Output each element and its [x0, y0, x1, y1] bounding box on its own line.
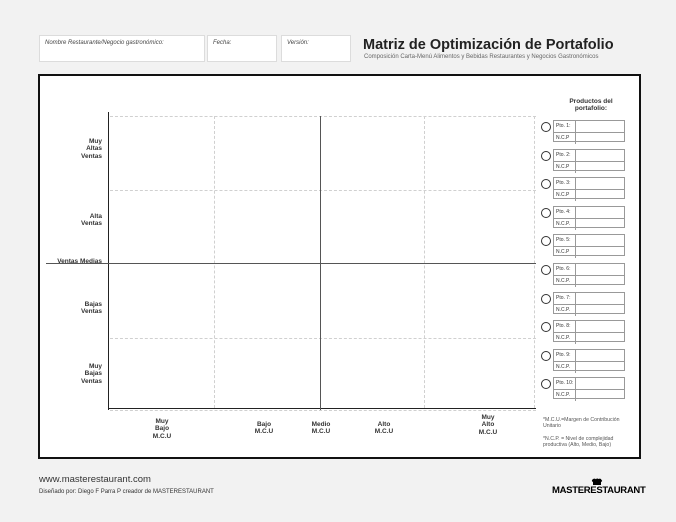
product-entry [540, 206, 628, 230]
website-link[interactable]: www.masterestaurant.com [39, 474, 151, 485]
grid-line [110, 190, 536, 191]
product-box [553, 206, 625, 228]
product-name-row[interactable] [554, 150, 624, 161]
restaurant-name-field[interactable] [39, 35, 205, 62]
product-ncp-label: N.C.P. [556, 392, 571, 399]
restaurant-name-label: Nombre Restaurante/Negocio gastronómico: [45, 40, 164, 46]
version-label: Versión: [287, 40, 309, 46]
product-ncp-label: N.C.P [556, 135, 570, 141]
product-name-row[interactable] [554, 378, 624, 389]
product-entry [540, 120, 628, 144]
grid-line [424, 116, 425, 408]
grid-line [110, 410, 536, 411]
products-heading: Productos del portafolio: [569, 98, 613, 113]
brand-logo: MASTERESTAURANT [552, 478, 638, 500]
y-axis-line [108, 112, 109, 410]
product-select-circle[interactable] [541, 236, 551, 246]
x-label-medium: Medio M.C.U [311, 421, 331, 436]
product-select-circle[interactable] [541, 208, 551, 218]
product-ncp-row[interactable] [554, 389, 624, 401]
x-label-low: Bajo M.C.U [254, 421, 274, 436]
product-entry [540, 292, 628, 316]
product-entry [540, 320, 628, 344]
grid-line [110, 338, 536, 339]
product-select-circle[interactable] [541, 122, 551, 132]
grid-line [110, 116, 536, 117]
product-ncp-label: N.C.P [556, 249, 570, 256]
x-label-very-low: Muy Bajo M.C.U [152, 418, 172, 440]
product-entry [540, 263, 628, 287]
x-label-very-high: Muy Alto M.C.U [478, 414, 498, 436]
product-entry [540, 349, 628, 373]
product-ncp-row[interactable] [554, 132, 624, 144]
product-label: Pto. 3: [556, 180, 571, 187]
product-select-circle[interactable] [541, 379, 551, 389]
product-name-row[interactable] [554, 321, 624, 332]
product-box [553, 177, 625, 199]
product-ncp-row[interactable] [554, 161, 624, 173]
product-name-row[interactable] [554, 207, 624, 218]
product-ncp-label: N.C.P. [556, 278, 571, 284]
product-entry [540, 177, 628, 201]
x-label-high: Alto M.C.U [374, 421, 394, 436]
page-title: Matriz de Optimización de Portafolio [363, 37, 614, 53]
y-label-very-high: Muy Altas Ventas [81, 138, 102, 160]
product-select-circle[interactable] [541, 179, 551, 189]
mid-horizontal-line [46, 263, 536, 264]
product-name-row[interactable] [554, 293, 624, 304]
product-box [553, 349, 625, 371]
product-name-row[interactable] [554, 235, 624, 246]
product-label: Pto. 6: [556, 266, 571, 272]
product-label: Pto. 4: [556, 208, 571, 215]
product-ncp-row[interactable] [554, 361, 624, 373]
product-label: Pto. 10: [556, 380, 574, 387]
product-label: Pto. 2: [556, 151, 571, 158]
product-select-circle[interactable] [541, 351, 551, 361]
y-label-high: Alta Ventas [81, 213, 102, 228]
product-ncp-label: N.C.P. [556, 363, 571, 370]
product-ncp-label: N.C.P [556, 192, 570, 199]
page-subtitle: Composición Carta-Menú Alimentos y Bebidas Restaurantes y Negocios Gastronómicos [364, 54, 599, 60]
product-name-row[interactable] [554, 121, 624, 132]
product-select-circle[interactable] [541, 151, 551, 161]
product-name-row[interactable] [554, 350, 624, 361]
product-name-row[interactable] [554, 178, 624, 189]
product-entry [540, 234, 628, 258]
matrix-panel [38, 74, 641, 459]
grid-line [214, 116, 215, 408]
product-box [553, 120, 625, 142]
product-ncp-row[interactable] [554, 189, 624, 201]
product-ncp-row[interactable] [554, 218, 624, 230]
product-ncp-row[interactable] [554, 304, 624, 316]
product-select-circle[interactable] [541, 294, 551, 304]
product-box [553, 234, 625, 256]
credit-text: Diseñado por: Diego F Parra P creador de MASTERESTAURANT [39, 489, 214, 495]
product-ncp-row[interactable] [554, 275, 624, 287]
note-mcu: *M.C.U.=Margen de Contribución Unitario [543, 417, 620, 430]
product-ncp-label: N.C.P. [556, 306, 571, 313]
product-box [553, 263, 625, 285]
product-ncp-row[interactable] [554, 246, 624, 258]
product-box [553, 320, 625, 342]
product-select-circle[interactable] [541, 322, 551, 332]
product-ncp-label: N.C.P. [556, 335, 571, 342]
product-entry [540, 149, 628, 173]
y-label-very-low: Muy Bajas Ventas [81, 363, 102, 385]
product-box [553, 292, 625, 314]
date-label: Fecha: [213, 40, 232, 46]
product-label: Pto. 5: [556, 237, 571, 244]
date-field[interactable] [207, 35, 277, 62]
mid-vertical-line [320, 116, 321, 410]
x-axis-line [108, 408, 536, 409]
product-label: Pto. 8: [556, 323, 571, 330]
product-ncp-label: N.C.P. [556, 220, 571, 227]
y-label-medium: Ventas Medias [57, 258, 102, 265]
product-entry [540, 377, 628, 401]
product-label: Pto. 1: [556, 123, 571, 129]
version-field[interactable] [281, 35, 351, 62]
product-ncp-label: N.C.P [556, 163, 570, 170]
y-label-low: Bajas Ventas [81, 301, 102, 316]
product-label: Pto. 9: [556, 351, 571, 358]
note-ncp: *N.C.P. = Nivel de complejidad productiva (Alto, Medio, Bajo) [543, 436, 614, 449]
product-ncp-row[interactable] [554, 332, 624, 344]
product-name-row[interactable] [554, 264, 624, 275]
grid-line [534, 116, 535, 408]
product-select-circle[interactable] [541, 265, 551, 275]
product-box [553, 149, 625, 171]
product-label: Pto. 7: [556, 294, 571, 301]
product-box [553, 377, 625, 399]
